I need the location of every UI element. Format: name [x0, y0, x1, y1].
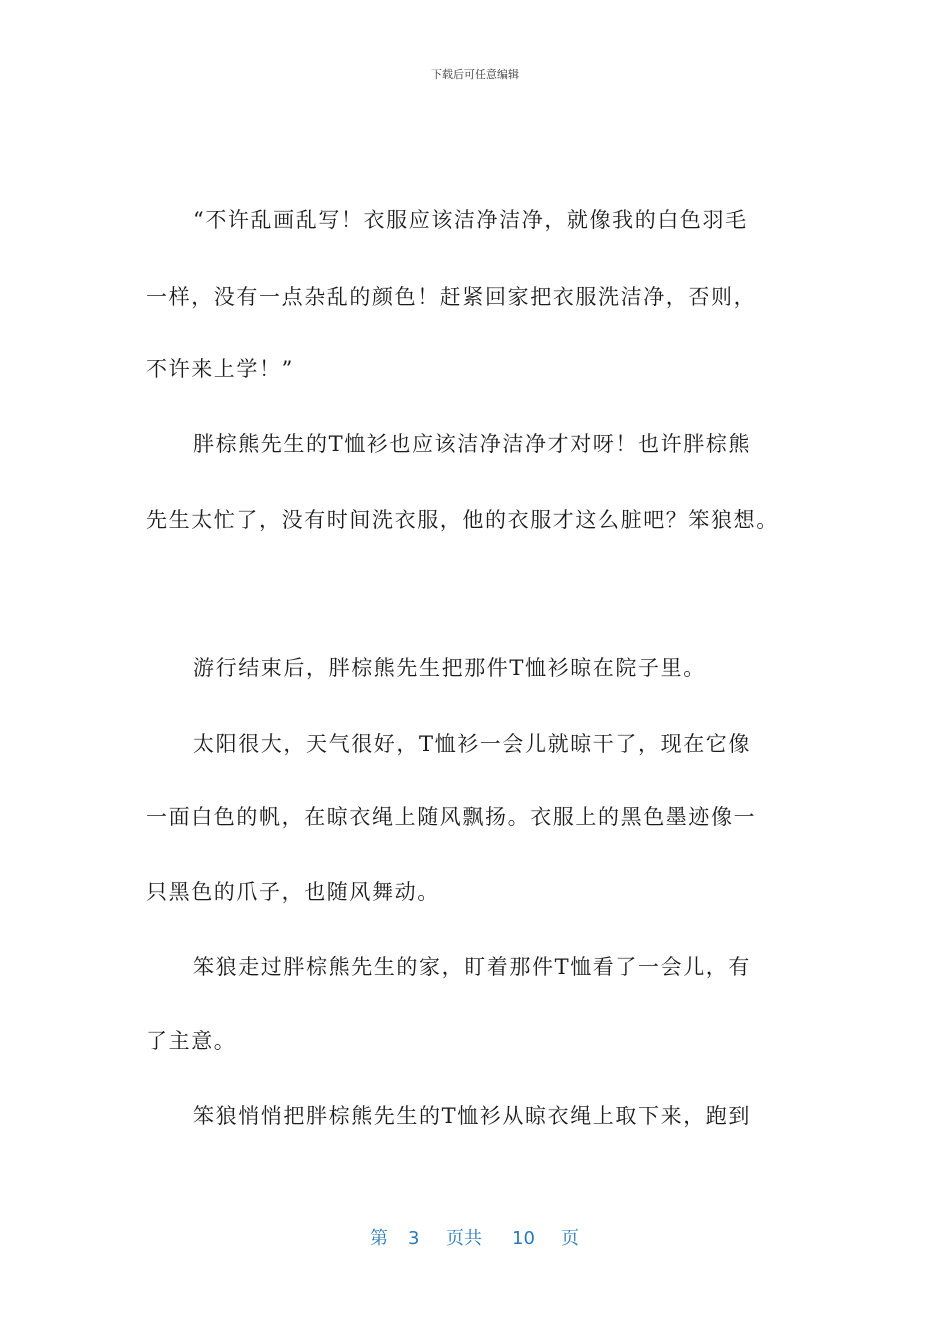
text-line: “不许乱画乱写！衣服应该洁净洁净，就像我的白色羽毛	[193, 208, 748, 232]
header-note: 下载后可任意编辑	[431, 68, 519, 81]
footer-di: 第	[370, 1228, 388, 1249]
text-line: 一样，没有一点杂乱的颜色！赶紧回家把衣服洗洁净，否则，	[146, 285, 757, 309]
text-line: 游行结束后，胖棕熊先生把那件T恤衫晾在院子里。	[193, 656, 706, 680]
text-line: 胖棕熊先生的T恤衫也应该洁净洁净才对呀！也许胖棕熊	[193, 432, 752, 456]
text-line: 不许来上学！”	[146, 357, 294, 381]
text-line: 了主意。	[146, 1029, 237, 1053]
text-line: 太阳很大，天气很好，T恤衫一会儿就晾干了，现在它像	[193, 732, 752, 756]
text-line: 先生太忙了，没有时间洗衣服，他的衣服才这么脏吧？笨狼想。	[146, 508, 779, 532]
text-line: 笨狼悄悄把胖棕熊先生的T恤衫从晾衣绳上取下来，跑到	[193, 1104, 752, 1128]
footer-current-page: 3	[408, 1228, 420, 1249]
text-line: 一面白色的帆，在晾衣绳上随风飘扬。衣服上的黑色墨迹像一	[146, 805, 757, 829]
text-line: 笨狼走过胖棕熊先生的家，盯着那件T恤看了一会儿，有	[193, 955, 752, 979]
footer-ye-gong: 页共	[446, 1228, 482, 1249]
footer-total-pages: 10	[512, 1228, 535, 1249]
footer-ye: 页	[561, 1228, 579, 1249]
text-line: 只黑色的爪子，也随风舞动。	[146, 880, 440, 904]
page-footer	[0, 1226, 950, 1252]
